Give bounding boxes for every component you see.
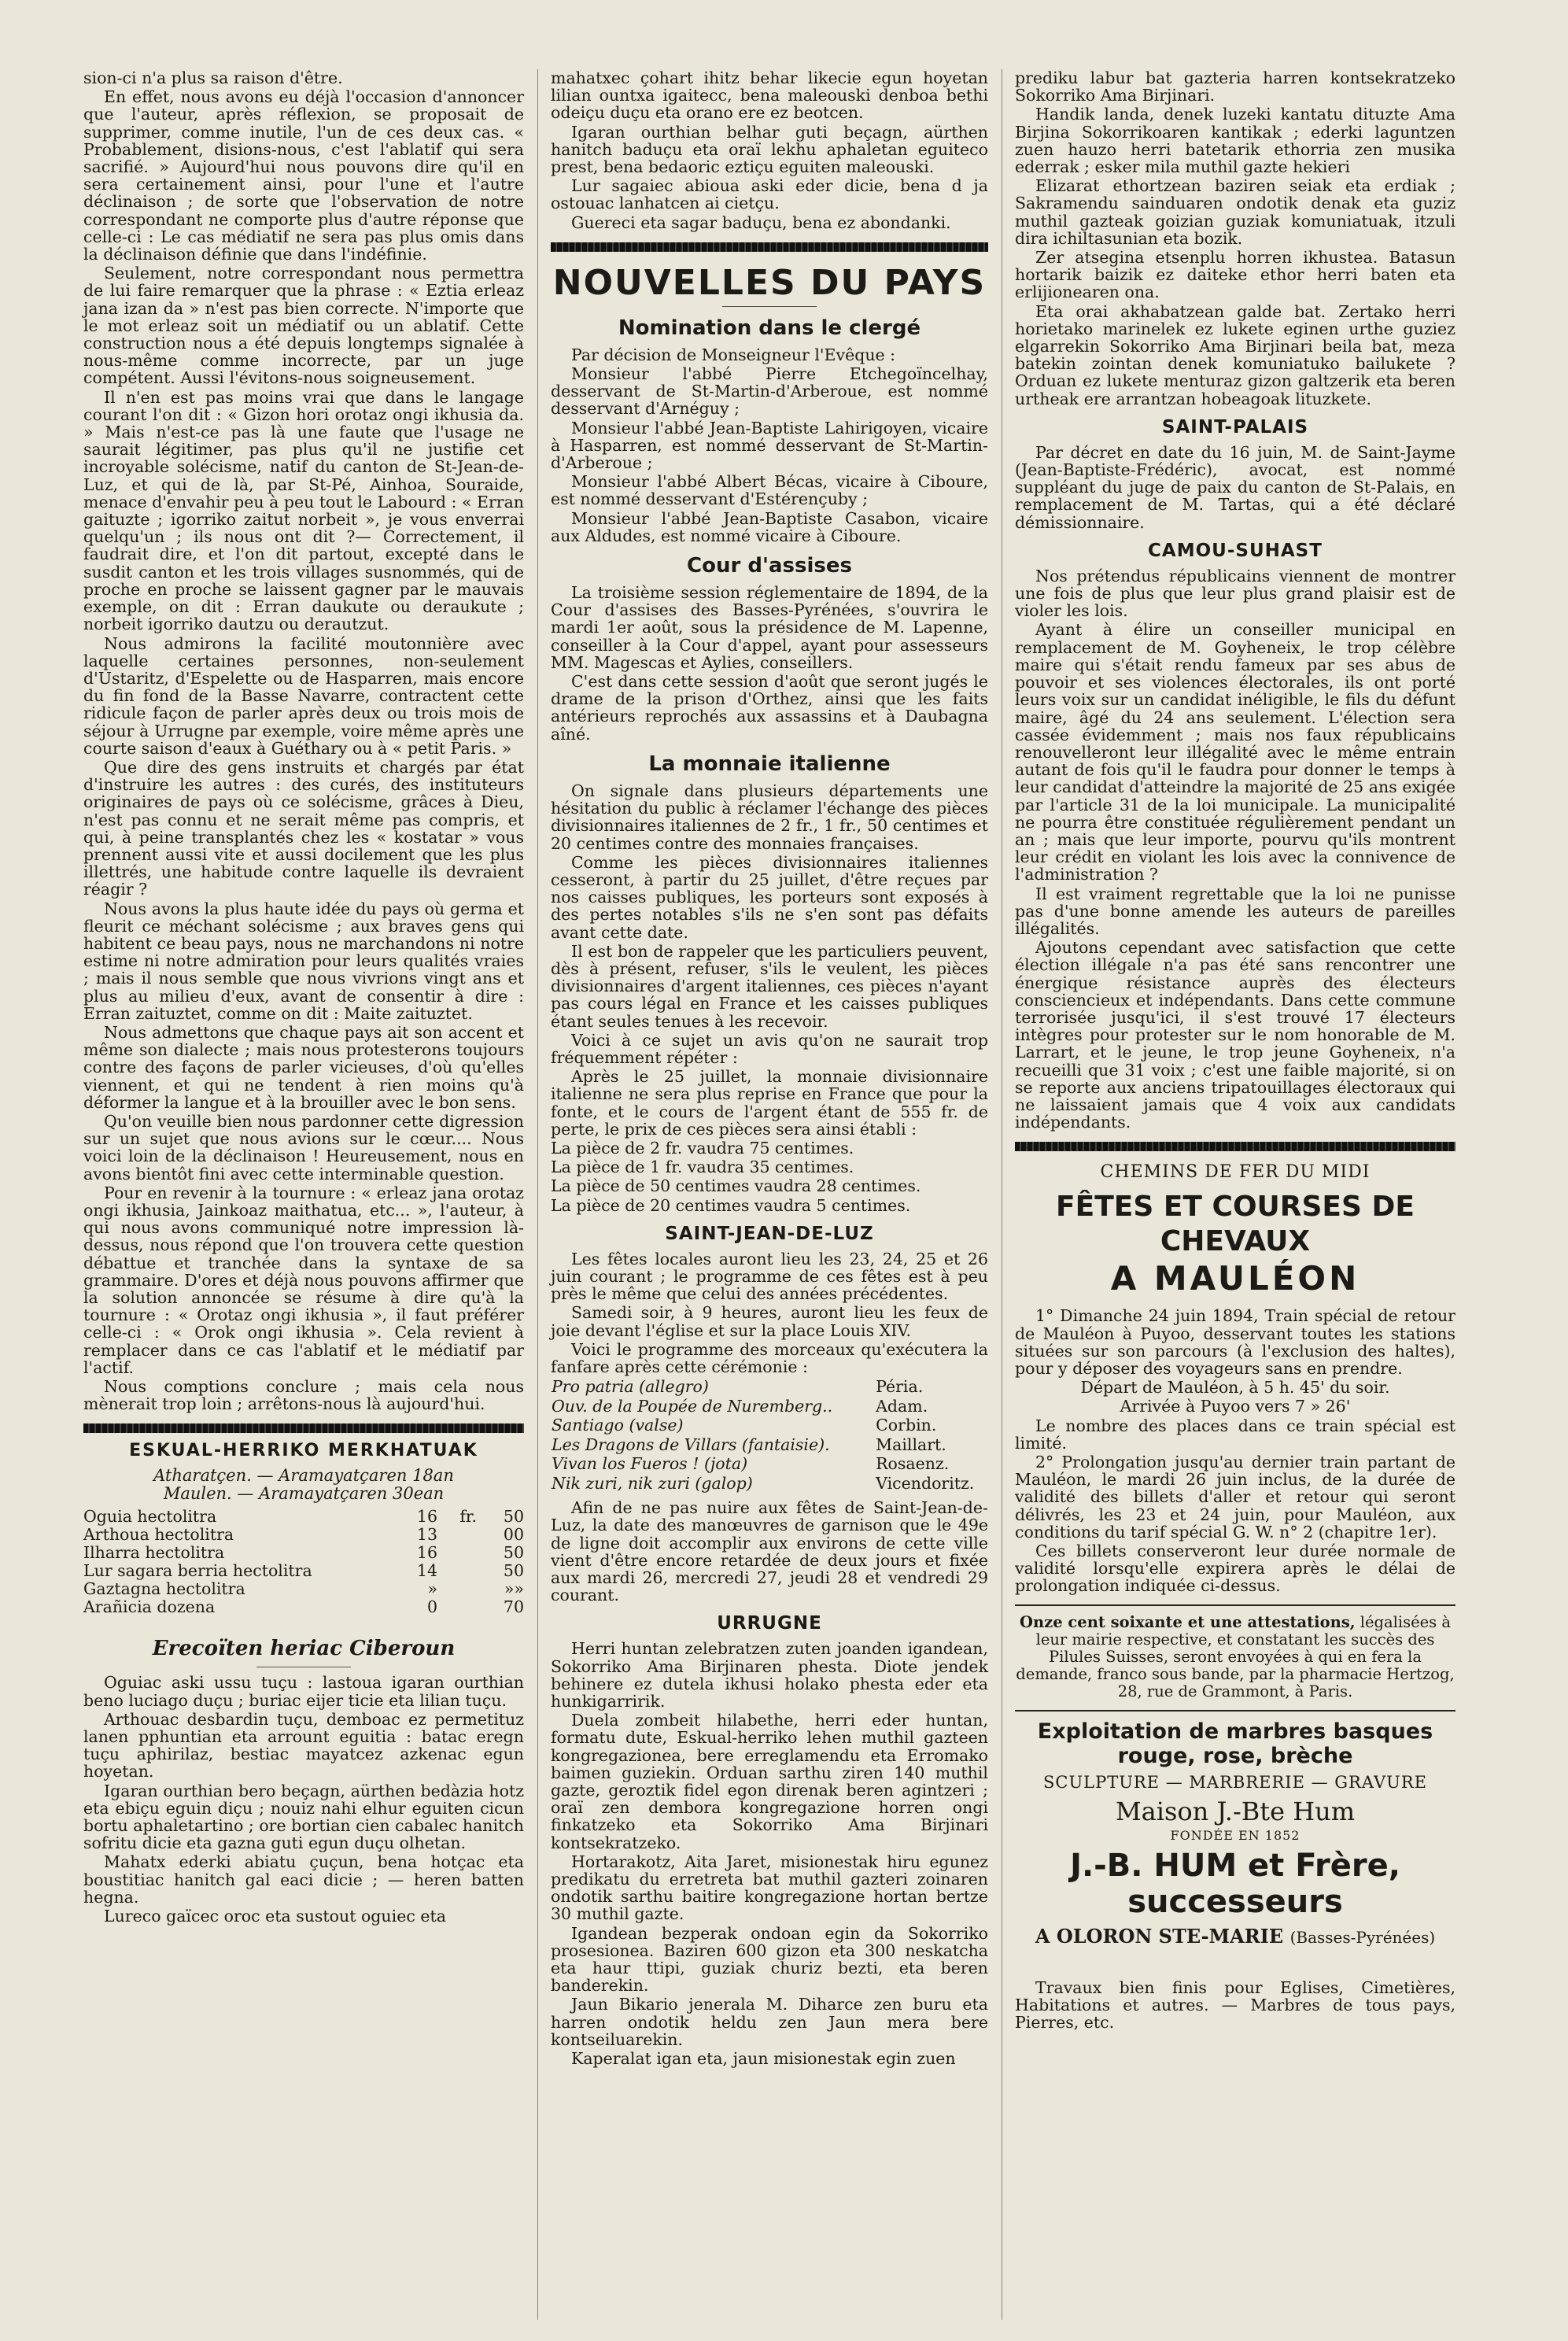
article-paragraph: Igandean bezperak ondoan egin da Sokorriko prosesionea. Baziren 600 gizon eta 300 neskatcha eta haur ttipi, guziak churiz bezti, eta beren banderekin.	[551, 1923, 988, 1996]
camou-title: CAMOU-SUHAST	[1148, 540, 1323, 561]
table-row	[551, 1416, 988, 1435]
market-val: »	[427, 1579, 437, 1599]
program-title: Santiago (valse)	[552, 1416, 684, 1435]
table-row	[551, 1377, 988, 1397]
article-paragraph: Nous admettons que chaque pays ait son accent et même son dialecte ; mais nous protesterons toujours contre des façons de parler vicieuses, d'où qu'elles viennent, et qui ne tendent à rien moins qu'à déformer la langue et à la brouiller avec le bon sens.	[83, 1022, 524, 1112]
market-val: 16	[416, 1507, 437, 1527]
article-paragraph: Il est vraiment regrettable que la loi ne punisse pas d'une bonne amende les auteurs de pareilles illégalités.	[1015, 884, 1455, 938]
market-name: Lur sagara berria hectolitra	[83, 1561, 312, 1581]
ad-marble-fondee: FONDÉE EN 1852	[1170, 1827, 1301, 1843]
table-row	[83, 1580, 524, 1598]
ad-marble-hum: J.-B. HUM et Frère, successeurs	[1070, 1847, 1400, 1920]
program-author: Maillart.	[876, 1435, 946, 1454]
ercoiten-title: Erecoïten heriac Ciberoun	[152, 1637, 456, 1661]
article-paragraph: Handik landa, denek luzeki kantatu dituzte Ama Birjina Sokorrikoaren kantikak ; ederki laguntzen zuen hauzo herri batetarik ethorria zen musika ederrak ; esker mila muthil gazte hekieri	[1015, 105, 1455, 177]
market-unit	[437, 1526, 477, 1544]
program-author: Adam.	[876, 1396, 928, 1416]
market-val: 14	[416, 1561, 437, 1581]
article-paragraph: Zer atsegina etsenplu horren ikhustea. Batasun hortarik baizik ez daiteke ethor herri baten eta erlijionearen ona.	[1015, 248, 1455, 302]
article-paragraph: La troisième session réglementaire de 1894, de la Cour d'assises des Basses-Pyrénées, s'ouvrira le mardi 1er août, sous la présidence de M. Lapenne, conseiller à la Cour d'appel, ayant pour assesseurs MM. Magescas et Aylies, conseillers.	[551, 583, 988, 672]
article-paragraph: C'est dans cette session d'août que seront jugés le drame de la prison d'Orthez, ainsi que les faits antérieurs reprochés aux assassins et à Daubagna aîné.	[551, 672, 988, 744]
article-paragraph: Qu'on veuille bien nous pardonner cette digression sur un sujet que nous avions sur le cœur.... Nous voici loin de la déclinaison ! Heureusement, nous en avons bientôt fini avec cette interminable question.	[83, 1111, 524, 1183]
article-paragraph: Guereci eta sagar baduçu, bena ez abondanki.	[571, 212, 951, 232]
article-paragraph: Monsieur l'abbé Jean-Baptiste Lahirigoyen, vicaire à Hasparren, est nommé desservant de St-Martin-d'Arberoue ;	[551, 418, 988, 473]
table-row	[551, 1454, 988, 1474]
article-paragraph: Seulement, notre correspondant nous permettra de lui faire remarquer que la phrase : « Eztia erleaz jana izan da » n'est pas bien correcte. N'importe que le mot erleaz soit un médiatif ou un ablatif. Cette construction nous a été depuis longtemps signalée à nous-même comme incorrecte, par un juge compétent. Aussi l'évitons-nous soigneusement.	[83, 264, 524, 388]
ad-paragraph: Départ de Mauléon, à 5 h. 45' du soir.	[1080, 1378, 1390, 1398]
ad-marble-city-name: A OLORON STE-MARIE	[1035, 1924, 1284, 1948]
article-paragraph: Elizarat ethortzean baziren seiak eta erdiak ; Sakramendu sainduaren ondotik denak eta guziz muthil gazteak goizian guziak komuniatuak, itzuli dira ichiltasunian eta bozik.	[1015, 176, 1455, 248]
list-item: La pièce de 2 fr. vaudra 75 centimes.	[551, 1138, 854, 1158]
ad-railway-header: CHEMINS DE FER DU MIDI	[1100, 1162, 1371, 1183]
sjl-title: SAINT-JEAN-DE-LUZ	[665, 1223, 874, 1244]
article-paragraph: Igaran ourthian bero beçagn, aürthen bedàzia hotz eta ebiçu eguin diçu ; nouiz nahi elhur eguiten cicun bortu aphaletartino ; ore bortian cien cabalec hanitch sofritu dicie eta gazna guti egun duçu olhetan.	[83, 1781, 524, 1853]
program-table	[551, 1377, 988, 1493]
article-paragraph: Il est bon de rappeler que les particuliers peuvent, dès à présent, refuser, s'ils le veulent, les pièces divisionnaires d'argent italiennes, ces pièces n'ayant pas cours légal en France et les caisses publiques étant seules tenues à les recevoir.	[551, 941, 988, 1031]
ad-railway-title: FÊTES ET COURSES DE CHEVAUX	[1056, 1191, 1415, 1258]
article-paragraph: Par décret en date du 16 juin, M. de Saint-Jayme (Jean-Baptiste-Frédéric), avocat, est nommé suppléant du juge de paix du canton de St-Palais, en remplacement de M. Tartas, qui a été déclaré démissionnaire.	[1015, 442, 1455, 532]
market-cents: 70	[503, 1597, 524, 1617]
article-paragraph: Après le 25 juillet, la monnaie divisionnaire italienne ne sera plus reprise en France que pour la fonte, et le cours de l'argent étant de 555 fr. de perte, le prix de ces pièces sera ainsi établi :	[551, 1067, 988, 1139]
article-paragraph: Duela zombeit hilabethe, herri eder huntan, formatu dute, Eskual-herriko lehen muthil gazteen kongregazionea, bere erreglamendu eta Erromako baimen guziekin. Orduan sarthu ziren 140 muthil gazte, geroztik fidel egon direnak beren agintzeri ; oraï zen dembora kongregazione horren ongi finkatzeko eta Sokorriko Ama Birjinari kontsekratzeko.	[551, 1711, 988, 1852]
article-paragraph: Arthouac desbardin tuçu, demboac ez permetituz lanen pphuntian eta arrount eguitia : batac eregn tuçu aphirilaz, bestiac mayatcez azkenac egun hoyetan.	[83, 1709, 524, 1782]
ad-marble-maison: Maison J.-Bte Hum	[1115, 1796, 1356, 1826]
program-title: Vivan los Fueros ! (jota)	[552, 1454, 748, 1474]
list-item: La pièce de 50 centimes vaudra 28 centimes.	[551, 1176, 921, 1196]
section-rule	[551, 242, 988, 252]
monnaie-title: La monnaie italienne	[648, 751, 891, 776]
article-paragraph: prediku labur bat gazteria harren kontsekratzeko Sokorriko Ama Birjinari.	[1015, 68, 1455, 105]
market-unit	[437, 1544, 477, 1562]
market-name: Ilharra hectolitra	[83, 1543, 225, 1563]
table-row	[551, 1397, 988, 1416]
article-paragraph: Nos prétendus républicains viennent de montrer une fois de plus que leur plus grand plaisir est de violer les lois.	[1015, 566, 1455, 621]
article-paragraph: Pour en revenir à la tournure : « erleaz jana orotaz ongi ikhusia, Jainkoaz maithatua, etc... », l'auteur, à qui nous avons communiqué notre impression là-dessus, nous répond que l'on trouvera cette question débattue et tranchée dans la syntaxe de sa grammaire. D'ores et déjà nous pouvons affirmer que la solution annoncée se résume à dire qu'à la tournure : « Orotaz ongi ikhusia », il faut préférer celle-ci : « Orok ongi ikhusia ». Cela revient à remplacer dans ce cas l'ablatif et le médiatif par l'actif.	[83, 1183, 524, 1377]
market-line: Maulen. — Aramayatçaren 30ean	[163, 1484, 445, 1504]
article-paragraph: Voici à ce sujet un avis qu'on ne saurait trop fréquemment répéter :	[551, 1030, 988, 1067]
table-row	[551, 1435, 988, 1455]
table-row	[83, 1544, 524, 1562]
table-row	[83, 1598, 524, 1616]
section-rule	[1015, 1142, 1455, 1151]
ad-paragraph: Arrivée à Puyoo vers 7 » 26'	[1120, 1397, 1351, 1416]
section-rule	[1015, 1604, 1455, 1606]
market-val: 0	[426, 1597, 437, 1617]
article-paragraph: On signale dans plusieurs départements une hésitation du public à réclamer l'échange des pièces divisionnaires italiennes de 2 fr., 1 fr., 50 centimes et 20 centimes contre des monnaies françaises.	[551, 781, 988, 853]
article-paragraph: Mahatx ederki abiatu çuçun, bena hotçac eta boustitiac hanitch gal eaci dicie ; — heren batten hegna.	[83, 1852, 524, 1907]
program-author: Rosaenz.	[876, 1454, 950, 1474]
ad-marble-title: Exploitation de marbres basques rouge, rose, brèche	[1037, 1719, 1433, 1768]
urrugne-title: URRUGNE	[717, 1613, 822, 1634]
market-unit	[437, 1562, 477, 1580]
article-paragraph: mahatxec çohart ihitz behar likecie egun hoyetan lilian ountxa igaitecc, bena maleouski denboa bethi odeiçu duçu eta orano ere ez beotcen.	[551, 68, 988, 123]
article-paragraph: Herri huntan zelebratzen zuten joanden igandean, Sokorriko Ama Birjinaren phesta. Diote jendek behinere ez dutela ikhusi holako phesta eder eta hunkigarririk.	[551, 1639, 988, 1711]
market-cents: 50	[503, 1543, 524, 1563]
article-paragraph: Jaun Bikario jenerala M. Diharce zen buru eta harren ondotik heldu zen Jaun mera bere kontseiluarekin.	[551, 1995, 988, 2049]
table-row	[83, 1562, 524, 1580]
article-paragraph: Ayant à élire un conseiller municipal en remplacement de M. Goyheneix, le trop célèbre maire qui s'était rendu fameux par ses abus de pouvoir et ses violences électorales, ils ont porté leurs voix sur un candidat inéligible, le fils du défunt maire, âgé du 24 ans seulement. L'élection sera cassée évidemment ; mais nos faux républicains renouvelleront leur illégalité avec le même entrain autant de fois qu'il le faudra pour donner le temps à leur candidat d'atteindre la majorité de 25 ans exigée par l'article 31 de la loi municipale. La municipalité ne pourra être constituée régulièrement pendant un an ; mais que leur importe, pourvu qu'ils montrent leur crédit en violant les lois avec la connivence de l'administration ?	[1015, 620, 1455, 884]
column-3	[1015, 69, 1455, 2033]
ad-marble-city	[1015, 1925, 1455, 1948]
table-row	[83, 1526, 524, 1544]
market-val: 16	[416, 1543, 437, 1563]
market-cents: 50	[503, 1561, 524, 1581]
market-title: ESKUAL-HERRIKO MERKHATUAK	[129, 1441, 478, 1461]
market-unit: fr.	[459, 1507, 477, 1527]
table-row	[83, 1508, 524, 1526]
market-line: Atharatçen. — Aramayatçaren 18an	[153, 1466, 454, 1486]
ad-marble-sub: SCULPTURE — MARBRERIE — GRAVURE	[1043, 1772, 1427, 1792]
article-paragraph: Afin de ne pas nuire aux fêtes de Saint-Jean-de-Luz, la date des manœuvres de garnison que le 49e de ligne doit accomplir aux environs de cette ville vient d'être encore retardée de deux jours et fixée aux mardi 26, mercredi 27, jeudi 28 et vendredi 29 courant.	[551, 1498, 988, 1605]
divider	[722, 306, 817, 307]
article-paragraph: Nous avons la plus haute idée du pays où germa et fleurit ce méchant solécisme ; aux braves gens qui habitent ce beau pays, nous ne marchandons ni notre estime ni notre admiration pour leurs qualités vraies ; mais il nous semble que nous vivrions vingt ans et plus au milieu d'eux, avant de consentir à dire : Erran zaituztet, comme on dit : Maite zaituztet.	[83, 899, 524, 1023]
ad-paragraph: Travaux bien finis pour Eglises, Cimetières, Habitations et autres. — Marbres de tous pays, Pierres, etc.	[1015, 1977, 1455, 2033]
article-paragraph: Voici le programme des morceaux qu'exécutera la fanfare après cette cérémonie :	[551, 1339, 988, 1376]
article-paragraph: Hortarakotz, Aita Jaret, misionestak hiru egunez predikatu du erretreta bat muthil gazteri zoinaren ondotik sarthu baitire kongregazione hortan bertze 30 muthil gazte.	[551, 1852, 988, 1924]
market-name: Oguia hectolitra	[83, 1507, 217, 1527]
program-author: Corbin.	[876, 1416, 937, 1435]
article-paragraph: Nous comptions conclure ; mais cela nous mènerait trop loin ; arrêtons-nous là aujourd'hui.	[83, 1377, 524, 1414]
article-paragraph: Les fêtes locales auront lieu les 23, 24, 25 et 26 juin courant ; le programme de ces fêtes est à peu près le même que celui des années précédentes.	[551, 1249, 988, 1304]
palais-title: SAINT-PALAIS	[1161, 416, 1309, 438]
article-paragraph: Monsieur l'abbé Pierre Etchegoïncelhay, desservant de St-Martin-d'Arberoue, est nommé desservant d'Arnéguy ;	[551, 364, 988, 419]
market-name: Arañicia dozena	[83, 1597, 216, 1617]
program-title: Ouv. de la Poupée de Nuremberg..	[552, 1396, 833, 1416]
article-paragraph: Ajoutons cependant avec satisfaction que cette élection illégale n'a pas été sans rencontrer une énergique résistance auprès des électeurs consciencieux et indépendants. Dans cette commune terrorisée jusqu'ici, il s'est trouvé 17 électeurs intègres pour protester sur le nom honorable de M. Larrart, et le jeune, le trop jeune Goyheneix, n'a recueilli que 31 voix ; c'est une faible majorité, si on se reporte aux anciens tripatouillages électoraux qui ne laissaient jamais que 4 voix aux candidats indépendants.	[1015, 938, 1455, 1132]
market-name: Arthoua hectolitra	[83, 1525, 234, 1545]
article-paragraph: Comme les pièces divisionnaires italiennes cesseront, à partir du 25 juillet, d'être reçues par nos caisses publiques, les porteurs sont exposés à des pertes notables s'ils ne s'en sont pas défaits avant cette date.	[551, 852, 988, 942]
ad-paragraph: 2° Prolongation jusqu'au dernier train partant de Mauléon, le mardi 26 juin inclus, de la durée de validité des billets d'aller et retour qui seront délivrés, les 23 et 24 juin, pour Mauléon, aux conditions du tarif spécial G. W. n° 2 (chapitre 1er).	[1015, 1453, 1455, 1542]
table-row	[551, 1474, 988, 1494]
ad-paragraph: 1° Dimanche 24 juin 1894, Train spécial de retour de Mauléon à Puyoo, desservant toutes les stations situées sur son parcours (à l'exclusion des haltes), pour y déposer des voyageurs sans en prendre.	[1015, 1306, 1455, 1378]
market-cents: »»	[504, 1579, 524, 1599]
market-unit	[437, 1598, 477, 1616]
article-paragraph: Oguiac aski ussu tuçu : lastoua igaran ourthian beno luciago duçu ; buriac eijer ticie eta lilian tuçu.	[83, 1673, 524, 1710]
program-title: Les Dragons de Villars (fantaisie).	[552, 1435, 830, 1454]
article-paragraph: Monsieur l'abbé Jean-Baptiste Casabon, vicaire aux Aldudes, est nommé vicaire à Ciboure.	[551, 508, 988, 545]
market-cents: 50	[503, 1507, 524, 1527]
market-name: Gaztagna hectolitra	[83, 1579, 245, 1599]
program-title: Pro patria (allegro)	[552, 1377, 709, 1397]
nomination-title: Nomination dans le clergé	[618, 316, 921, 340]
article-paragraph: Monsieur l'abbé Albert Bécas, vicaire à Ciboure, est nommé desservant d'Estérençuby ;	[551, 472, 988, 509]
article-paragraph: Igaran ourthian belhar guti beçagn, aürthen hanitch baduçu eta oraï lekhu aphaletan eguiteco prest, bena bedaoric eztiçu eguiten maleouski.	[551, 122, 988, 177]
program-author: Vicendoritz.	[876, 1473, 975, 1493]
column-1	[83, 69, 524, 1926]
article-paragraph: Il n'en est pas moins vrai que dans le langage courant l'on dit : « Gizon hori orotaz ongi ikhusia da. » Mais n'est-ce pas là une faute que l'usage ne saurait légitimer, pas plus qu'il ne justifie cet incroyable solécisme, natif du canton de St-Jean-de-Luz, et qui de là, par St-Pé, Ainhoa, Souraide, menace d'envahir peu à peu tout le Labourd : « Erran gaituzte ; igorriko zaitut norbeit », je vous enverrai quelqu'un ; ils nous ont dit ?— Correctement, il faudrait dire, et l'on dit partout, excepté dans le susdit canton et les trois villages susnommés, qui de proche en proche se laissent gagner par le mauvais exemple, on dit : Erran daukute ou deraukute ; norbeit igorriko dautzu ou derautzut.	[83, 387, 524, 634]
ad-paragraph: Le nombre des places dans ce train spécial est limité.	[1015, 1416, 1455, 1453]
program-author: Péria.	[876, 1377, 924, 1397]
nouvelles-title: NOUVELLES DU PAYS	[552, 262, 987, 303]
program-title: Nik zuri, nik zuri (galop)	[552, 1473, 753, 1493]
article-paragraph: Nous admirons la facilité moutonnière avec laquelle certaines personnes, non-seulement d'Ustaritz, d'Espelette ou de Hasparren, mais encore du fin fond de la Basse Navarre, contractent cette ridicule façon de parler après deux ou trois mois de séjour à Urrugne par exemple, voire même après une courte saison d'eaux à Guéthary ou à « petit Paris. »	[83, 633, 524, 758]
ad-paragraph: Ces billets conserveront leur durée normale de validité lorsqu'elle expirera après le délai de prolongation indiquée ci-dessus.	[1015, 1542, 1455, 1596]
article-paragraph: Eta orai akhabatzean galde bat. Zertako herri horietako marinelek ez lukete eginen urthe guziez elgarrekin Sokorriko Ama Birjinari beila bat, meza batekin zointan denek komuniatuko bailukete ? Orduan ez lukete menturaz gizon galtzerik eta beren urtheak ere arrantzan hobeagoak lituzkete.	[1015, 301, 1455, 408]
article-paragraph: Lureco gaïcec oroc eta sustout oguiec eta	[104, 1907, 446, 1926]
market-val: 13	[416, 1525, 437, 1545]
ad-railway-subtitle: A MAULÉON	[1110, 1259, 1360, 1298]
list-item: La pièce de 1 fr. vaudra 35 centimes.	[551, 1158, 854, 1177]
section-rule	[83, 1423, 524, 1433]
ad-marble-region: (Basses-Pyrénées)	[1289, 1927, 1436, 1947]
column-2	[551, 69, 988, 2069]
column-divider	[537, 69, 538, 2320]
market-cents: 00	[503, 1525, 524, 1545]
market-unit	[437, 1580, 477, 1598]
article-paragraph: Par décision de Monseigneur l'Evêque :	[571, 345, 896, 364]
ad-pills-bold: Onze cent soixante et une attestations,	[1020, 1612, 1356, 1631]
section-rule	[1015, 1710, 1455, 1711]
article-paragraph: sion-ci n'a plus sa raison d'être.	[83, 68, 343, 87]
market-table	[83, 1508, 524, 1616]
assises-title: Cour d'assises	[687, 554, 852, 578]
article-paragraph: Samedi soir, à 9 heures, auront lieu les feux de joie devant l'église et sur la place Louis XIV.	[551, 1303, 988, 1340]
ad-pills	[1015, 1614, 1455, 1700]
article-paragraph: Kaperalat igan eta, jaun misionestak egin zuen	[571, 2049, 956, 2069]
ad-pills-text: légalisées à leur mairie respective, et constatant les succès des Pilules Suisses, seront envoyées à qui en fera la demande, franco sous bande, par la pharmacie Hertzog, 28, rue de Grammont, à Paris.	[1016, 1612, 1455, 1700]
article-paragraph: En effet, nous avons eu déjà l'occasion d'annoncer que l'auteur, après réflexion, se proposait de supprimer, comme inutile, l'un de ces deux cas. « Probablement, disions-nous, c'est l'ablatif qui sera sacrifié. » Aujourd'hui nous pouvons dire qu'il en sera certainement ainsi, pour l'une et l'autre déclinaison ; de sorte que l'observation de notre correspondant ne comporte plus d'autre réponse que celle-ci : Le cas médiatif ne sera pas plus omis dans la déclinaison définie que dans l'indéfinie.	[83, 87, 524, 264]
list-item: La pièce de 20 centimes vaudra 5 centimes.	[551, 1195, 911, 1215]
article-paragraph: Lur sagaiec abioua aski eder dicie, bena d ja ostouac lanhatcen ai cietçu.	[551, 176, 988, 213]
article-paragraph: Que dire des gens instruits et chargés par état d'instruire les autres : des curés, des instituteurs originaires de pays où ce solécisme, grâces à Dieu, n'est pas connu et ne serait même pas compris, et qui, à peine transplantés chez les « kostatar » vous prennent aussi vite et aussi docilement que les plus illettrés, une habitude contre laquelle ils devraient réagir ?	[83, 757, 524, 899]
